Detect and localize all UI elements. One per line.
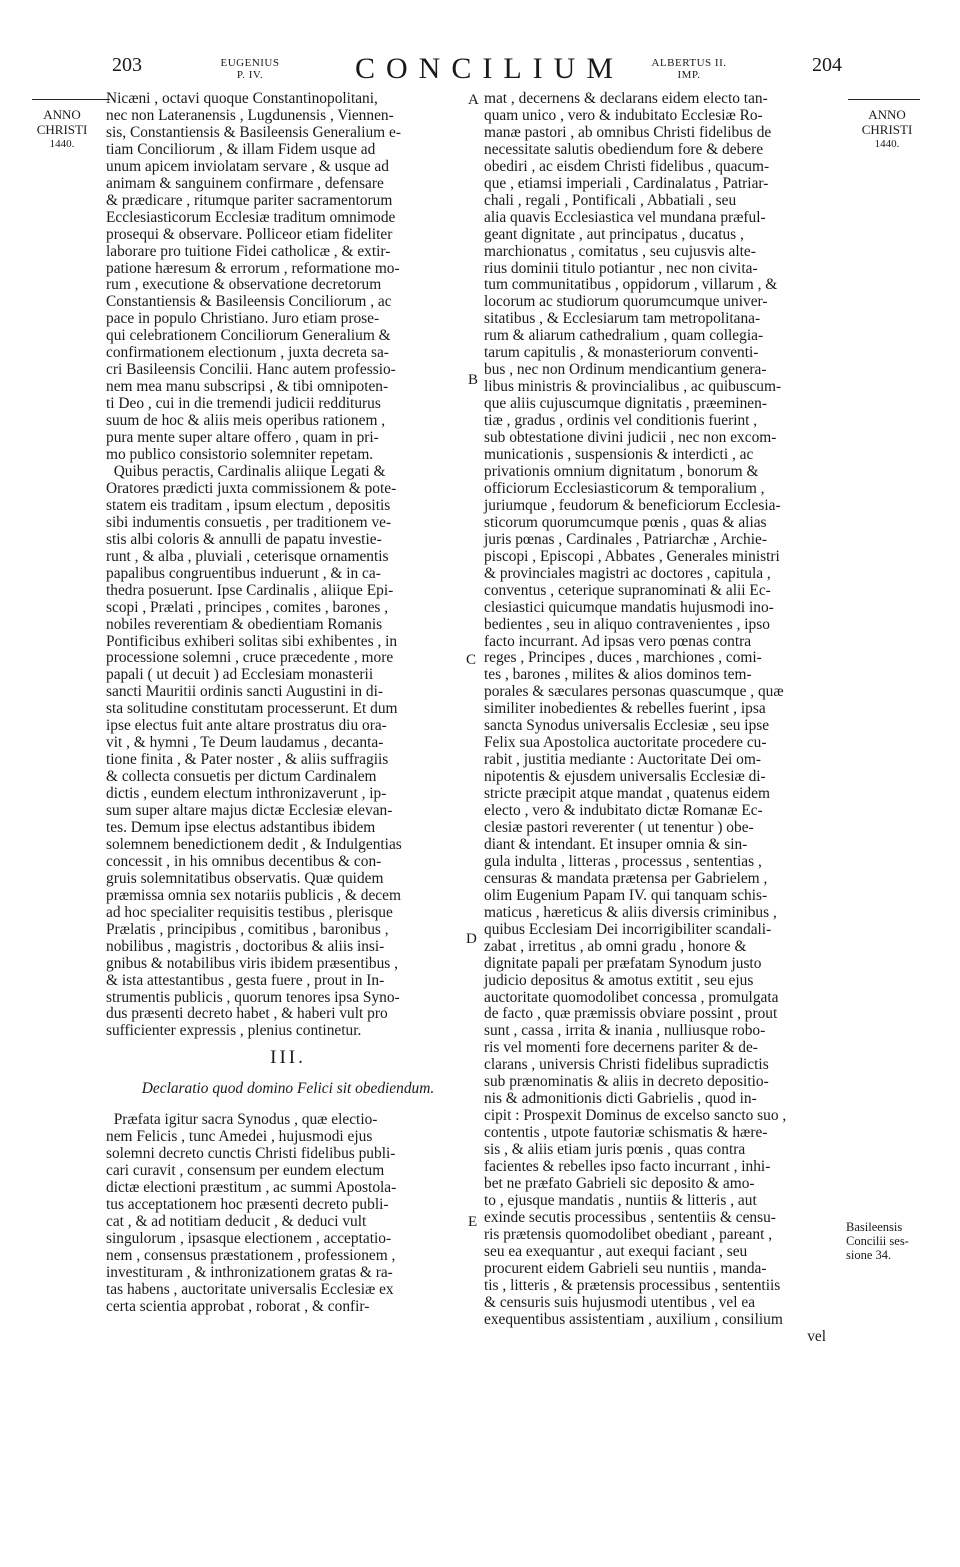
running-head-right-line2: IMP.	[677, 69, 701, 81]
section-marker-d: D	[466, 931, 477, 947]
running-head-right	[634, 57, 744, 81]
left-column	[106, 91, 470, 1316]
running-head-left	[210, 57, 290, 81]
side-note-basileensis	[846, 1220, 936, 1262]
right-column	[484, 91, 848, 1346]
left-paragraph-1: Nicæni , octavi quoque Constantinopolitani, nec non Lateranensis , Lugdunensis , Viennen- sis, Constantiensis & Basileensis Generalium e- tiam Conciliorum , & illam Fidem usque ad unum apicem inviolatam servare , & usque ad animam & sanguinem confirmare , defensare & prædicare , ritumque pariter sacramentorum Ecclesiasticorum Ecclesiæ traditum omnimode prosequi & observare. Polliceor etiam fideliter laborare pro tuitione Fidei catholicæ , & extir- patione hæresum & errorum , reformatione mo- rum , executione & observatione decretorum Constantiensis & Basileensis Conciliorum , ac pace in populo Christiano. Juro etiam prose- qui celebrationem Conciliorum Generalium & confirmationem electionum , juxta decreta sa- cri Basileensis Concilii. Hanc autem professio- nem mea manu subscripsi , & tibi omnipoten- ti Deo , cui in die tremendi judicii redditurus suum de hoc & aliis meis operibus rationem , pura mente super altare offero , quam in pri- mo publico consistorio solemniter repetam.	[106, 90, 401, 464]
section-number: III.	[270, 1047, 306, 1069]
side-note-line1: Basileensis	[846, 1220, 903, 1234]
page-title: CONCILIUM	[355, 52, 624, 85]
anno-label: ANNO	[43, 107, 81, 122]
christi-label: CHRISTI	[36, 122, 88, 137]
year-label: 1440.	[49, 138, 75, 150]
margin-rule-right	[848, 99, 920, 100]
catchword: vel	[807, 1327, 826, 1345]
right-paragraph: mat , decernens & declarans eidem electo tan- quam unico , vero & indubitato Ecclesiæ Ro- manæ pastori , ab omnibus Christi fidelibus de necessitate salutis obediendum fore & debere obediri , ac eisdem Christi fidelibus , quacum- que , etiamsi imperiali , Cardinalatus , Patriar- chali , regali , Pontificali , Abbatiali , seu alia quavis Ecclesiastica vel mundana præful- geant dignitate , aut principatus , ducatus , marchionatus , comitatus , seu cujusvis alte- rius dominii titulo potiantur , nec non civita- tum communitatibus , oppidorum , villarum , & locorum ac studiorum quorumcumque univer- sitatibus , & Ecclesiarum tam metropolitana- rum & aliarum cathedralium , quam collegia- tarum capitulis , & monasteriorum conventi- bus , nec non Ordinum mendicantium genera- libus ministris & provincialibus , ac quibuscum- que aliis cujuscumque dignitatis , præeminen- tiæ , gradus , ordinis vel conditionis fuerint , sub obtestatione divini judicii , nec non excom- municationis , suspensionis & interdicti , ac privationis omnium dignitatum , bonorum & officiorum Ecclesiasticorum & temporalium , juriumque , feudorum & beneficiorum Ecclesia- sticorum quorumcumque pœnis , quas & alias juris pœnas , Cardinales , Patriarchæ , Archie- piscopi , Episcopi , Abbates , Generales ministri & provinciales magistri ac doctores , capitula , conventus , ceterique supranominati & alii Ec- clesiastici quicumque mandatis hujusmodi ino- bedientes , seu in aliquo contravenientes , ipso facto incurrant. Ad ipsas vero pœnas contra reges , Principes , duces , marchiones , comi- tes , barones , milites & alios dominos tem- porales & sæculares personas quascumque , quæ similiter inobedientes & rebelles fuerint , ipsa sancta Synodus universalis Ecclesiæ , seu ipse Felix sua Apostolica auctoritate procedere cu- rabit , justitia mediante : Auctoritate Dei om- nipotentis & ejusdem universalis Ecclesiæ di- stricte præcipit atque mandat , quatenus eidem electo , vero & indubitato dictæ Romanæ Ec- clesiæ pastori reverenter ( ut tenentur ) obe- diant & intendant. Et insuper omnia & sin- gula indulta , litteras , processus , sententias , censuras & mandata prætensa per Gabrielem , olim Eugenium Papam IV. qui tanquam schis- maticus , hæreticus & aliis diversis criminibus , quibus Ecclesiam Dei incorrigibiliter scandali- zabat , irretitus , ab omni gradu , honore & dignitate papali per præfatam Synodum justo judicio depositus & amotus extitit , seu ejus auctoritate quomodolibet concessa , promulgata de facto , quæ præmissis obviare possint , prout sunt , cassa , irrita & inania , nulliusque robo- ris vel momenti fore decernens pariter & de- clarans , universis Christi fidelibus supradictis sub prænominatis & aliis in decreto depositio- nis & admonitionis dicti Gabrielis , quod in- cipit : Prospexit Dominus de excelso sancto suo , contentis , utpote fautoriæ schismatis & hære- sis , & aliis etiam juris pœnis , quas contra facientes & rebelles ipso facto incurrant , inhi- bet ne præfato Gabrieli sic deposito & amo- to , ejusque mandatis , nuntiis & litteris , aut exinde secutis processibus , sententiis & censu- ris prætensis quomodolibet obediant , pareant , seu ea exequantur , aut exequi faciant , seu procurent eidem Gabrieli seu nuntiis , manda- tis , litteris , & prætensis processibus , sententiis & censuris suis hujusmodi utentibus , vel ea exequentibus assistentiam , auxilium , consilium	[484, 90, 787, 1328]
page-number-left: 203	[112, 54, 142, 76]
anno-christi-right	[852, 107, 922, 152]
page-number-right: 204	[812, 54, 842, 76]
margin-rule-left	[32, 99, 110, 100]
anno-label: ANNO	[868, 107, 906, 122]
left-paragraph-3: Præfata igitur sacra Synodus , quæ electio- nem Felicis , tunc Amedei , hujusmodi ejus solemni decreto cunctis Christi fidelibus publi- cari curavit , consensum per eundem electum dictæ electioni præstitum , ac summi Apostola- tus acceptationem hoc præsenti decreto publi- cat , & ad notitiam deducit , & deduci vult singulorum , ipsasque electionem , acceptatio- nem , consensus præstationem , professionem , investituram , & inthronizationem gratas & ra- tas habens , auctoritate universalis Ecclesiæ ex certa scientia approbat , roborat , & confir-	[106, 1111, 397, 1315]
section-marker-c: C	[466, 652, 477, 668]
running-head-right-line1: ALBERTUS II.	[651, 57, 727, 69]
side-note-line2: Concilii ses-	[846, 1234, 909, 1248]
left-paragraph-2: Quibus peractis, Cardinalis aliique Legati & Oratores prædicti juxta commissionem & pote- statem eis traditam , ipsum electum , depositis sibi indumentis consuetis , per traditionem ve- stis albi coloris & annulli de papatu investie- runt , & alba , pluviali , ceterisque ornamentis papalibus congruentibus induerunt , & in ca- thedra posuerunt. Ipse Cardinalis , aliique Epi- scopi , Prælati , principes , comites , barones , nobiles reverentiam & obedientiam Romanis Pontificibus exhiberi solitas sibi exhibentes , in processione solemni , cruce præcedente , more papali ( ut decuit ) ad Ecclesiam monasterii sancti Mauritii ordinis sancti Augustini in di- sta solitudine constitutam processerunt. Et dum ipse electus fuit ante altare prostratus diu ora- vit , & hymni , Te Deum laudamus , decanta- tione finita , & Pater noster , & aliis suffragiis & collecta consuetis per dictum Cardinalem dictis , eundem electum inthronizaverunt , ip- sum super altare majus dictæ Ecclesiæ elevan- tes. Demum ipse electus adstantibus ibidem solemnem benedictionem dedit , & Indulgentias concessit , in his omnibus decentibus & con- gruis solemnitatibus observatis. Quæ quidem præmissa omnia sex notariis publicis , & decem ad hoc specialiter requisitis testibus , plerisque Prælatis , principibus , comitibus , baronibus , nobilibus , magistris , doctoribus & aliis insi- gnibus & notabilibus viris ibidem præsentibus , & ista attestantibus , gesta fuere , prout in In- strumentis publicis , quorum tenores ipsa Syno- dus præsenti decreto habet , & haberi vult pro sufficienter expressis , plenius continetur.	[106, 462, 402, 1040]
section-marker-a: A	[468, 92, 479, 108]
anno-christi-left	[28, 107, 96, 152]
christi-label: CHRISTI	[861, 122, 913, 137]
running-head-left-line2: P. IV.	[236, 69, 264, 81]
section-title: Declaratio quod domino Felici sit obediendum.	[141, 1080, 435, 1098]
section-marker-b: B	[468, 372, 479, 388]
section-marker-e: E	[468, 1214, 478, 1230]
side-note-line3: sione 34.	[846, 1248, 892, 1262]
year-label: 1440.	[874, 138, 900, 150]
running-head-left-line1: EUGENIUS	[220, 57, 280, 69]
